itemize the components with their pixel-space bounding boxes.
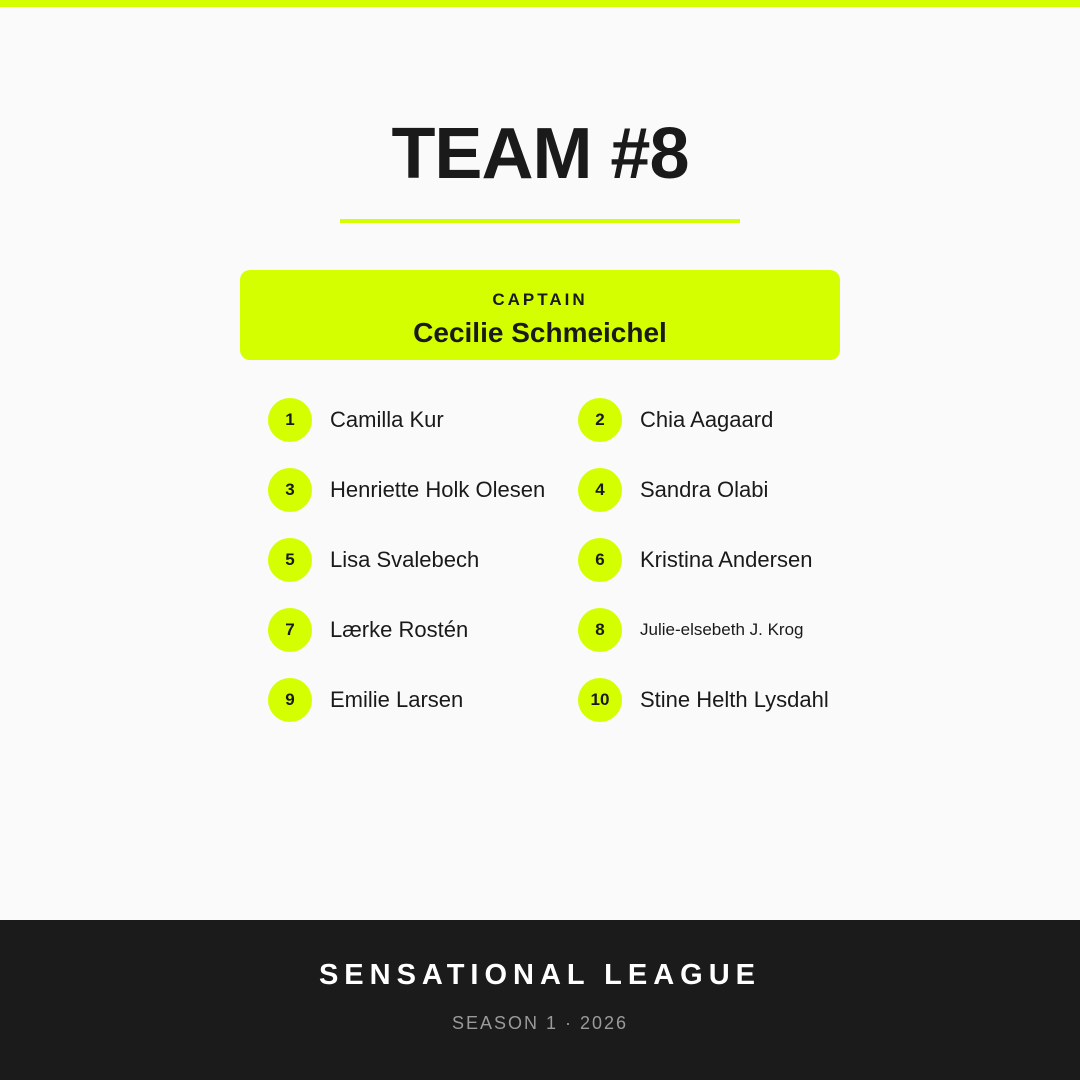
player-number-badge: 6 [578,538,622,582]
player-name: Julie-elsebeth J. Krog [640,620,804,639]
player-number-badge: 9 [268,678,312,722]
player-item [268,678,578,748]
player-name: Kristina Andersen [640,547,813,572]
player-item [268,538,578,608]
footer [0,920,1080,1080]
player-item [578,678,868,748]
player-name: Sandra Olabi [640,477,769,502]
player-name: Camilla Kur [330,407,444,432]
player-name: Chia Aagaard [640,407,774,432]
player-name: Henriette Holk Olesen [330,477,546,502]
captain-card [240,270,840,360]
captain-name: Cecilie Schmeichel [413,317,667,348]
title-underline [340,219,740,223]
player-item [578,398,868,468]
player-item [268,398,578,468]
player-number-badge: 7 [268,608,312,652]
player-item [578,608,868,678]
team-title: TEAM #8 [391,114,689,194]
player-name: Lisa Svalebech [330,547,480,572]
player-name: Stine Helth Lysdahl [640,687,829,712]
player-item [268,468,578,538]
player-roster [268,398,868,748]
player-number-badge: 4 [578,468,622,512]
player-number-badge: 2 [578,398,622,442]
league-name: SENSATIONAL LEAGUE [318,959,762,991]
player-number-badge: 10 [578,678,622,722]
player-number-badge: 5 [268,538,312,582]
top-accent-bar [0,0,1080,7]
player-number-badge: 8 [578,608,622,652]
player-item [268,608,578,678]
player-item [578,468,868,538]
player-name: Emilie Larsen [330,687,464,712]
player-item [578,538,868,608]
player-name: Lærke Rostén [330,617,469,642]
player-number-badge: 3 [268,468,312,512]
player-number-badge: 1 [268,398,312,442]
season-label: SEASON 1 · 2026 [451,1013,629,1033]
captain-label: CAPTAIN [492,290,588,309]
